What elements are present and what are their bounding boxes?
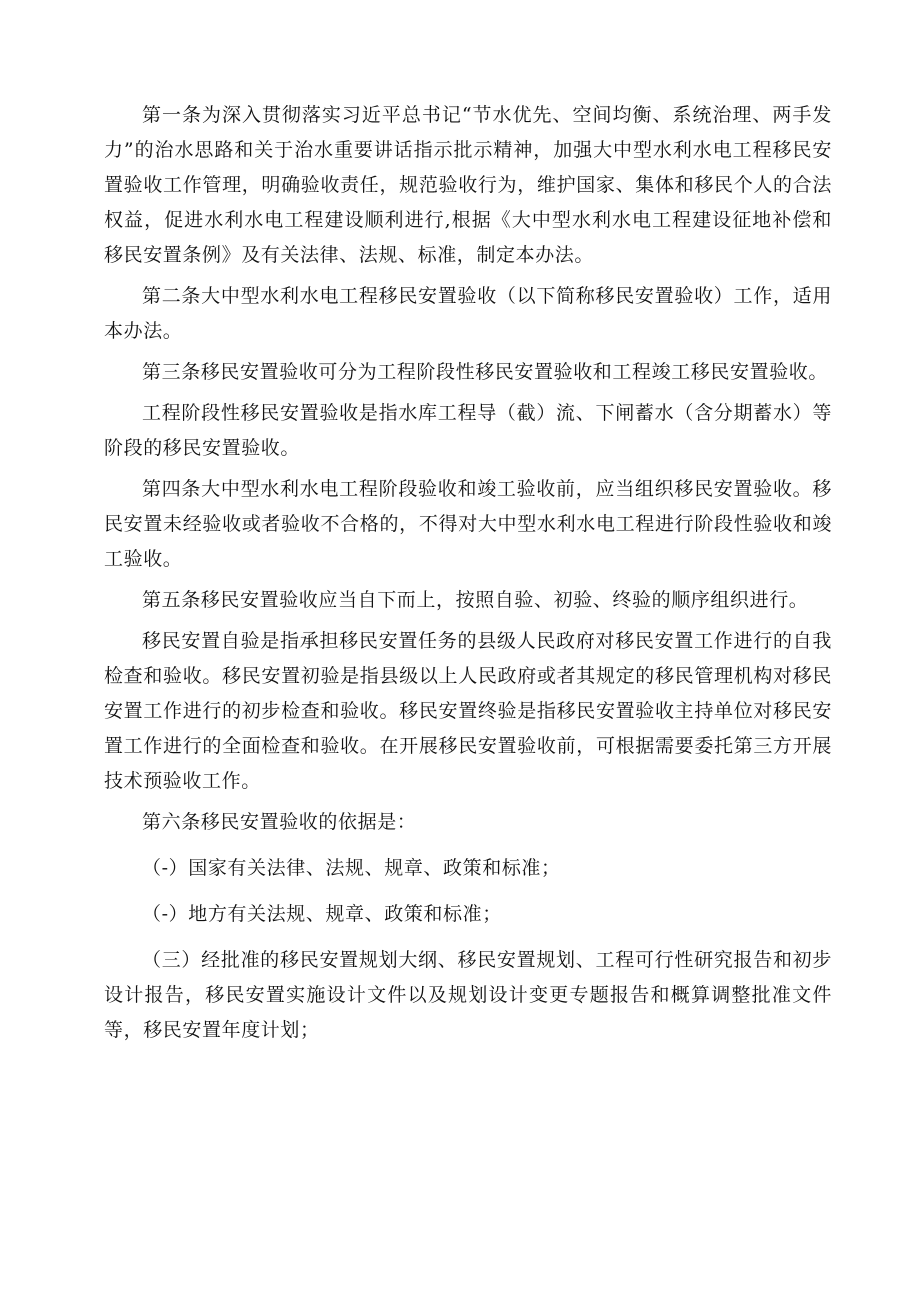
article-3-paragraph: 第三条移民安置验收可分为工程阶段性移民安置验收和工程竣工移民安置验收。: [142, 361, 829, 383]
document-body: [104, 98, 832, 1054]
article-4-paragraph: 第四条大中型水利水电工程阶段验收和竣工验收前，应当组织移民安置验收。移民安置未经验收或者验收不合格的，不得对大中型水利水电工程进行阶段性验收和竣工验收。: [104, 478, 832, 570]
article-6-item-2: （-）地方有关法规、规章、政策和标准；: [142, 903, 502, 925]
article-6-item-1: （-）国家有关法律、法规、规章、政策和标准；: [142, 857, 561, 879]
article-5-paragraph: 第五条移民安置验收应当自下而上，按照自验、初验、终验的顺序组织进行。: [142, 589, 809, 611]
article-3-detail-paragraph: 工程阶段性移民安置验收是指水库工程导（截）流、下闸蓄水（含分期蓄水）等阶段的移民安置验收。: [104, 402, 832, 459]
article-5-detail-paragraph: 移民安置自验是指承担移民安置任务的县级人民政府对移民安置工作进行的自我检查和验收。移民安置初验是指县级以上人民政府或者其规定的移民管理机构对移民安置工作进行的初步检查和验收。移民安置终验是指移民安置验收主持单位对移民安置工作进行的全面检查和验收。在开展移民安置验收前，可根据需要委托第三方开展技术预验收工作。: [104, 630, 832, 792]
article-1-paragraph: 第一条为深入贯彻落实习近平总书记“节水优先、空间均衡、系统治理、两手发力”的治水思路和关于治水重要讲话指示批示精神，加强大中型水利水电工程移民安置验收工作管理，明确验收责任，规范验收行为，维护国家、集体和移民个人的合法权益，促进水利水电工程建设顺利进行,根据《大中型水利水电工程建设征地补偿和移民安置条例》及有关法律、法规、标准，制定本办法。: [104, 104, 832, 266]
article-6-item-3: （三）经批准的移民安置规划大纲、移民安置规划、工程可行性研究报告和初步设计报告，移民安置实施设计文件以及规划设计变更专题报告和概算调整批准文件等，移民安置年度计划；: [104, 949, 832, 1041]
article-2-paragraph: 第二条大中型水利水电工程移民安置验收（以下简称移民安置验收）工作，适用本办法。: [104, 285, 832, 342]
article-6-paragraph: 第六条移民安置验收的依据是：: [142, 811, 417, 833]
